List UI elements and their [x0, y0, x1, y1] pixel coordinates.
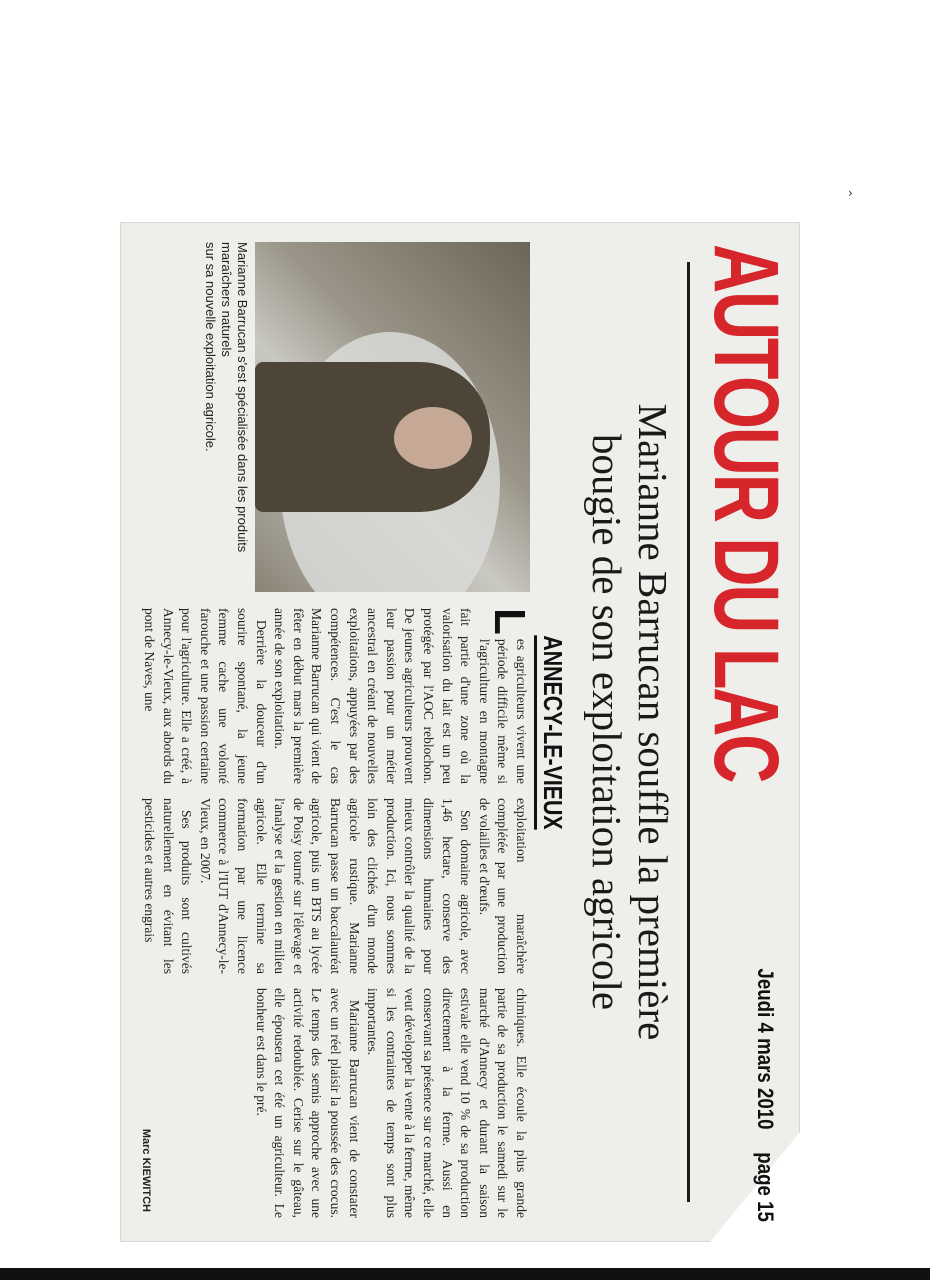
- scan-mark: ›: [848, 186, 853, 200]
- caption-line-1: Marianne Barrucan s'est spécialisée dans les produits maraîchers naturels: [219, 242, 250, 553]
- page-number: 15: [753, 1201, 778, 1222]
- paragraph: Marianne Barrucan vient de constater avec un réel plaisir la poussée des crocus. Le temps des semis approche avec une activité redoublée. Cerise sur le gâteau, elle épousera cet été un agriculteur. Le bonheur est dans le pré.: [253, 988, 362, 1218]
- paragraph: Son domaine agricole, avec 1,46 hectare, conserve des dimensions humaines pour mieux contrôler la qualité de la production. Ici, nous sommes loin des clichés d'un monde agricole rustique. Marianne Barrucan passe un baccalauréat agricole, puis un BTS au lycée de Poisy tourné sur l'élevage et l'analyse et la gestion en milieu agricole. Elle termine sa formation par une licence commerce à l'IUT d'Annecy-le-Vieux, en 2007.: [197, 798, 474, 974]
- article-photo: [255, 242, 530, 592]
- person-face: [394, 407, 472, 469]
- paragraph: L es agriculteurs vivent une période difficile même si l'agriculture en montagne fait partie d'une zone où la valorisation du lait est un peu protégée par l'AOC reblochon. De jeunes agriculteurs prouvent leur passion pour un métier ancestral en créant de nouvelles exploitations, appuyées par des compétences. C'est le cas Marianne Barrucan qui vient de fêter en début mars la première année de son exploitation.: [272, 608, 534, 784]
- paragraph: chimiques. Elle écoule la plus grande partie de sa production le samedi sur le marché d'Annecy et durant la saison estivale elle vend 10 % de sa production directement à la ferme. Aussi en conservant sa présence sur ce marché, elle veut développer la vente à la ferme, même si les contraintes de temps sont plus importantes.: [365, 988, 529, 1218]
- dateline: [752, 862, 786, 1222]
- header-rule: [687, 262, 690, 1202]
- article-column-3: [251, 988, 530, 1218]
- article-column-1: [140, 608, 534, 784]
- paragraph: Ses produits sont cultivés naturellement en évitant les pesticides et autres engrais: [142, 798, 195, 974]
- kicker-container: [534, 602, 568, 862]
- drop-cap: L: [485, 608, 534, 635]
- headline-line-1: Marianne Barrucan souffle la première: [630, 403, 676, 1041]
- scanner-edge: [0, 1268, 930, 1280]
- paragraph: exploitation maraîchère complétée par une production de volailles et d'œufs.: [476, 798, 529, 974]
- author-byline: Marc KIEWITCH: [140, 1128, 152, 1212]
- article-headline: [584, 352, 676, 1092]
- section-masthead: AUTOUR DU LAC: [695, 244, 797, 782]
- photo-caption: [202, 242, 250, 592]
- newspaper-clipping: [120, 222, 800, 1242]
- page-label: page 15: [753, 1152, 778, 1222]
- paragraph: Derrière la douceur d'un sourire spontané, la jeune femme cache une volonté farouche et une passion certaine pour l'agriculture. Elle a créé, à Annecy-le-Vieux, aux abords du pont de Naves, une: [142, 608, 269, 784]
- headline-line-2: bougie de son exploitation agricole: [584, 433, 630, 1011]
- issue-date: Jeudi 4 mars 2010: [753, 968, 778, 1131]
- location-kicker: ANNECY-LE-VIEUX: [534, 635, 568, 829]
- article-column-2: [140, 798, 530, 974]
- newspaper-page: [120, 222, 800, 1242]
- caption-line-2: sur sa nouvelle exploitation agricole.: [203, 242, 218, 452]
